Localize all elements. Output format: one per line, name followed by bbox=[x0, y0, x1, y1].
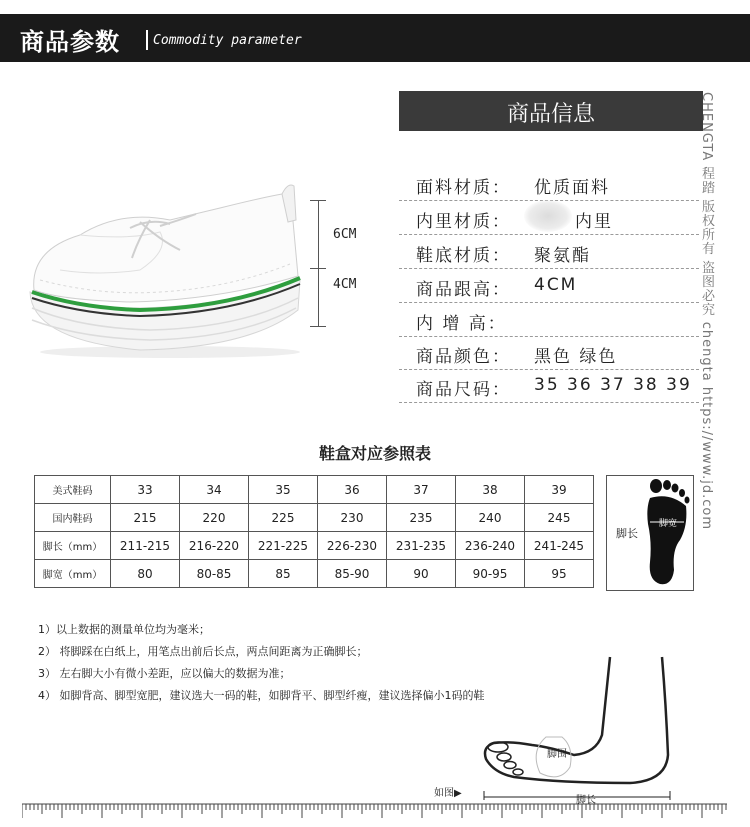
table-cell: 90-95 bbox=[456, 560, 525, 588]
as-shown-label: 如图▶ bbox=[434, 788, 462, 799]
info-label: 内 增 高： bbox=[416, 314, 507, 334]
table-cell: 34 bbox=[180, 476, 249, 504]
table-cell: 230 bbox=[318, 504, 387, 532]
info-label: 商品跟高： bbox=[416, 280, 511, 300]
info-value: 黑色 绿色 bbox=[534, 347, 618, 367]
note-item: 3） 左右脚大小有微小差距，应以偏大的数据为准； bbox=[38, 667, 291, 680]
info-value: 内里 bbox=[575, 212, 613, 232]
header-title: 商品参数 bbox=[20, 28, 120, 56]
info-label: 商品尺码： bbox=[416, 380, 511, 400]
table-row bbox=[35, 504, 594, 532]
table-row bbox=[35, 476, 594, 504]
info-row-color bbox=[399, 336, 699, 370]
size-table-title: 鞋盒对应参照表 bbox=[318, 444, 431, 463]
table-cell: 216-220 bbox=[180, 532, 249, 560]
ruler bbox=[22, 803, 727, 823]
table-cell: 225 bbox=[249, 504, 318, 532]
header-divider bbox=[146, 30, 148, 50]
redacted-blur bbox=[524, 200, 572, 232]
table-cell: 39 bbox=[525, 476, 594, 504]
table-cell: 33 bbox=[111, 476, 180, 504]
size-table bbox=[34, 475, 594, 588]
heel-height-label: 4CM bbox=[333, 277, 357, 292]
dimension-tick bbox=[310, 200, 326, 201]
info-label: 内里材质： bbox=[416, 212, 511, 232]
table-cell: 80-85 bbox=[180, 560, 249, 588]
table-cell: 38 bbox=[456, 476, 525, 504]
table-cell: 80 bbox=[111, 560, 180, 588]
table-cell: 221-225 bbox=[249, 532, 318, 560]
info-value: 优质面料 bbox=[534, 178, 610, 198]
row-header: 脚宽（mm） bbox=[35, 560, 111, 588]
info-title: 商品信息 bbox=[506, 102, 595, 127]
foot-measure-diagram bbox=[470, 655, 685, 800]
info-label: 面料材质： bbox=[416, 178, 511, 198]
table-cell: 90 bbox=[387, 560, 456, 588]
row-header: 美式鞋码 bbox=[35, 476, 111, 504]
header-subtitle: Commodity parameter bbox=[153, 33, 302, 48]
table-cell: 235 bbox=[387, 504, 456, 532]
table-cell: 215 bbox=[111, 504, 180, 532]
info-label: 鞋底材质： bbox=[416, 246, 511, 266]
table-cell: 95 bbox=[525, 560, 594, 588]
footprint-icon bbox=[644, 478, 690, 588]
table-cell: 35 bbox=[249, 476, 318, 504]
foot-length-label: 脚长 bbox=[616, 527, 638, 540]
info-row-fabric bbox=[399, 167, 699, 201]
info-row-heel bbox=[399, 269, 699, 303]
table-cell: 85-90 bbox=[318, 560, 387, 588]
girth-label: 脚围 bbox=[547, 749, 567, 760]
info-row-insole bbox=[399, 303, 699, 337]
table-cell: 226-230 bbox=[318, 532, 387, 560]
row-header: 脚长（mm） bbox=[35, 532, 111, 560]
table-cell: 240 bbox=[456, 504, 525, 532]
table-cell: 211-215 bbox=[111, 532, 180, 560]
table-cell: 220 bbox=[180, 504, 249, 532]
dimension-tick bbox=[310, 268, 326, 269]
table-row bbox=[35, 532, 594, 560]
length-label: 脚长 bbox=[576, 795, 596, 806]
shoe-image bbox=[20, 180, 310, 365]
table-row bbox=[35, 560, 594, 588]
table-cell: 85 bbox=[249, 560, 318, 588]
upper-height-label: 6CM bbox=[333, 227, 357, 242]
info-value: 35 36 37 38 39 bbox=[534, 375, 692, 395]
dimension-line bbox=[318, 200, 319, 326]
table-cell: 245 bbox=[525, 504, 594, 532]
info-label: 商品颜色： bbox=[416, 347, 511, 367]
watermark: CHENGTA 程踏 版权所有 盗图必究 chengta https://www.jd.com bbox=[699, 92, 714, 531]
row-header: 国内鞋码 bbox=[35, 504, 111, 532]
foot-width-label: 脚宽 bbox=[659, 519, 678, 529]
table-cell: 37 bbox=[387, 476, 456, 504]
table-cell: 231-235 bbox=[387, 532, 456, 560]
note-item: 1）以上数据的测量单位均为毫米； bbox=[38, 623, 210, 636]
note-item: 4） 如脚背高、脚型宽肥，建议选大一码的鞋，如脚背平、脚型纤瘦，建议选择偏小1码的鞋 bbox=[38, 689, 485, 702]
note-item: 2） 将脚踩在白纸上，用笔点出前后长点，两点间距离为正确脚长； bbox=[38, 645, 368, 658]
table-cell: 36 bbox=[318, 476, 387, 504]
info-value: 4CM bbox=[534, 275, 578, 295]
table-cell: 236-240 bbox=[456, 532, 525, 560]
info-row-sole bbox=[399, 235, 699, 269]
dimension-tick bbox=[310, 326, 326, 327]
info-row-size bbox=[399, 369, 699, 403]
table-cell: 241-245 bbox=[525, 532, 594, 560]
info-value: 聚氨酯 bbox=[534, 246, 591, 266]
